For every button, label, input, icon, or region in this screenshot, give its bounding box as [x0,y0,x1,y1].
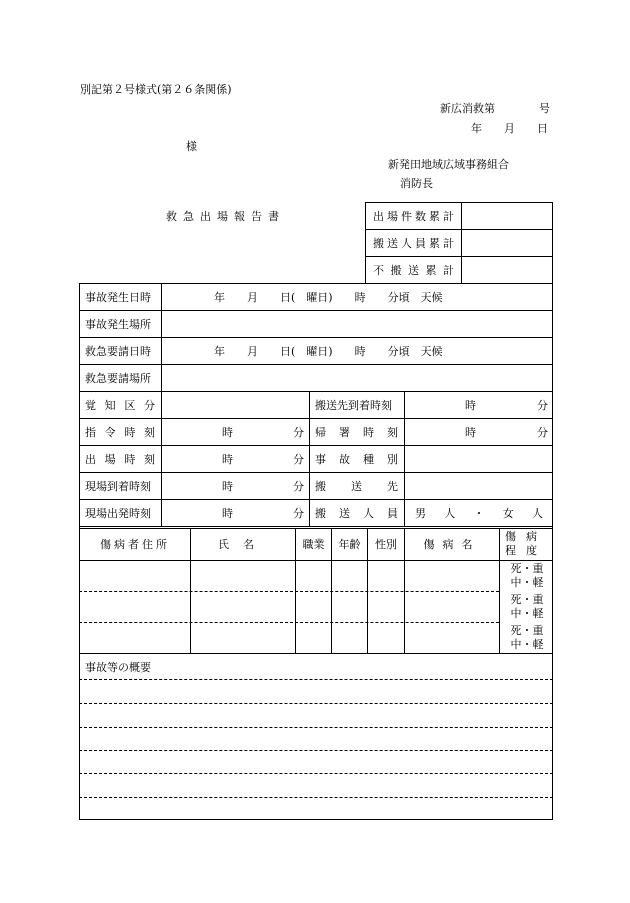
time-row-left-value[interactable]: 時 分 [222,452,304,466]
severity-header: 傷病程度 [505,530,547,557]
cumulative-dispatch-value[interactable] [462,202,552,229]
accident-place-label: 事故発生場所 [85,317,151,331]
form-reference: 別記第２号様式(第２６条関係) [80,83,232,96]
severity-cell-1[interactable] [503,560,551,591]
time-row-left-value[interactable]: 時 分 [222,425,304,439]
severity-cell-2[interactable] [503,591,551,622]
time-row-right-value[interactable]: 時 分 [465,398,548,412]
cumulative-dispatch-label: 出 場 件 数 累 計 [373,209,454,223]
cumulative-transport-value[interactable] [462,229,552,256]
accident-datetime-label: 事故発生日時 [85,290,151,304]
time-row-right-label: 搬送先到着時刻 [315,398,392,412]
document-number: 新広消救第 号 [440,102,550,115]
summary-label: 事故等の概要 [85,661,151,674]
cumulative-transport-label: 搬 送 人 員 累 計 [373,236,454,250]
time-row-right-value[interactable] [465,445,548,472]
severity-options-line1: 死・重 [510,592,544,606]
request-datetime-template[interactable]: 年 月 日( 曜日) 時 分頃 天候 [214,344,443,358]
time-row-left-value[interactable]: 時 分 [222,479,304,493]
report-title: 救急出場報告書 [166,210,285,223]
time-row-left-value[interactable]: 時 分 [222,506,304,520]
time-row-label: 現場出発時刻 [85,506,151,520]
cumulative-nontransport-value[interactable] [462,256,552,283]
document-date: 年 月 日 [471,122,548,135]
severity-options-line2: 中・軽 [510,606,544,620]
time-row-right-label: 搬 送 人 員 [315,506,398,520]
age-header: 年齢 [338,538,361,551]
time-row-left-value[interactable] [222,391,304,418]
time-row-label: 出 場 時 刻 [85,452,155,466]
sex-header: 性別 [375,538,397,551]
time-row-right-value[interactable]: 時 分 [465,425,548,439]
patient-name-header: 氏名 [218,538,268,551]
accident-datetime-template[interactable]: 年 月 日( 曜日) 時 分頃 天候 [214,290,443,304]
severity-options-line1: 死・重 [510,623,544,637]
occupation-header: 職業 [302,538,325,551]
time-row-right-value[interactable]: 男 人 ・ 女 人 [415,506,543,520]
time-row-right-value[interactable] [465,472,548,499]
time-row-right-label: 事 故 種 別 [315,452,398,466]
severity-options-line2: 中・軽 [510,575,544,589]
severity-options-line1: 死・重 [510,561,544,575]
injury-name-header: 傷病名 [423,538,481,551]
severity-cell-3[interactable] [503,622,551,653]
cumulative-nontransport-label: 不 搬 送 累 計 [373,263,454,277]
time-row-right-label: 帰 署 時 刻 [315,425,398,439]
time-row-label: 現場到着時刻 [85,479,151,493]
time-row-label: 指 令 時 刻 [85,425,155,439]
time-row-label: 覚 知 区 分 [85,398,155,412]
request-datetime-label: 救急要請日時 [85,344,151,358]
fire-chief-title: 消防長 [400,177,433,190]
time-row-right-label: 搬 送 先 [315,479,398,493]
severity-options-line2: 中・軽 [510,637,544,651]
organization-name: 新発田地域広域事務組合 [388,158,509,171]
addressee-suffix: 様 [186,140,197,153]
request-place-label: 救急要請場所 [85,371,151,385]
patient-address-header: 傷病者住所 [100,538,170,551]
